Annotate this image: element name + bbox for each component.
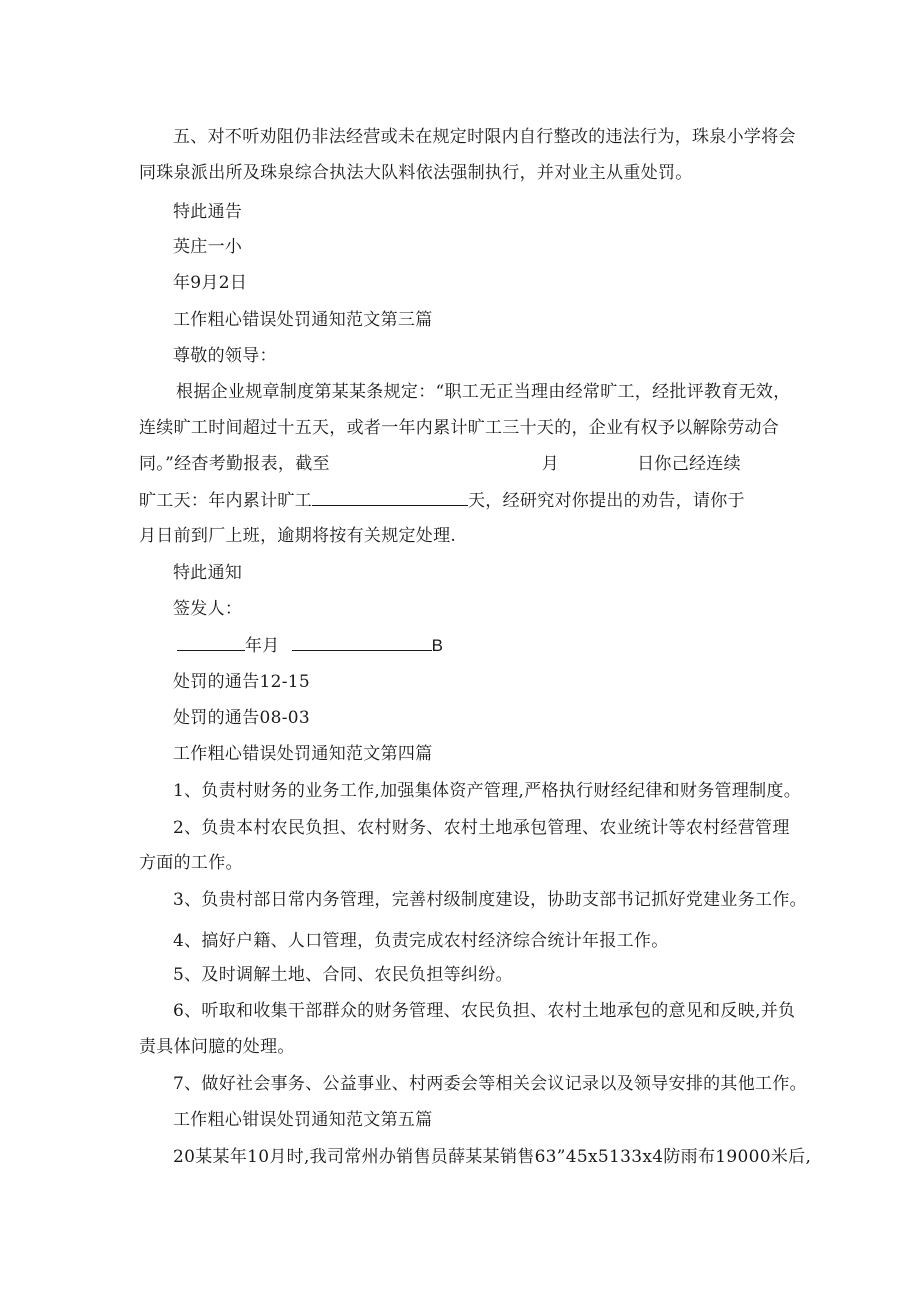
sign-date-label: 年月 <box>245 636 280 656</box>
rule-paragraph-line-4 <box>139 489 745 512</box>
section-heading-3: 工作粗心错误处罚通知范文第三篇 <box>173 310 433 330</box>
section-heading-5: 工作粗心钳误处罚通知范文第五篇 <box>173 1110 433 1130</box>
list-item-1: 1、负责村财务的业务工作,加强集体资产管理,严格执行财经纪律和财务管理制度。 <box>173 781 802 801</box>
rule-paragraph-line-3 <box>139 453 741 475</box>
rule-line-4-start: 旷工天：年内累计旷工 <box>139 491 312 511</box>
signer-label: 签发人： <box>173 599 243 619</box>
sign-date-end: B <box>431 636 444 655</box>
list-item-2-line-2: 方面的工作。 <box>139 853 243 873</box>
notice-closing-2: 特此通知 <box>173 563 243 583</box>
paragraph-5-line-1: 五、对不听劝阻仍非法经营或未在规定时限内自行整改的违法行为，珠泉小学将会 <box>173 127 796 147</box>
rule-line-3-end: 日你己经连续 <box>637 454 741 474</box>
fill-in-blank <box>292 634 432 651</box>
section-heading-4: 工作粗心错误处罚通知范文第四篇 <box>173 744 433 764</box>
paragraph-last: 20某某年10月时,我司常州办销售员薛某某销售63”45x5133x4防雨布19000米后, <box>173 1147 812 1167</box>
related-link-1[interactable]: 处罚的通告12-15 <box>173 672 311 692</box>
fill-in-blank <box>312 489 468 506</box>
signature-date-line <box>177 634 443 657</box>
list-item-4: 4、搞好户籍、人口管理，负责完成农村经济综合统计年报工作。 <box>173 931 669 951</box>
list-item-6-line-2: 责具体问臆的处理。 <box>139 1037 295 1057</box>
list-item-6-line-1: 6、听取和收集干部群众的财务管理、农民负担、农村土地承包的意见和反映,并负 <box>173 1001 796 1021</box>
rule-paragraph-line-1: 根据企业规章制度第某某条规定：“职工无正当理由经常旷工，经批评教育无效， <box>176 382 791 402</box>
rule-line-4-end: 天，经研究对你提出的劝告，请你于 <box>468 491 745 511</box>
rule-line-3-month: 月 <box>541 454 560 474</box>
greeting: 尊敬的领导： <box>173 346 277 366</box>
notice-closing: 特此通告 <box>173 202 243 222</box>
list-item-5: 5、及时调解土地、合同、农民负担等纠纷。 <box>173 965 513 985</box>
notice-date: 年9月2日 <box>173 273 248 293</box>
rule-line-3-start: 同。”经杳考勤报表，截至 <box>139 454 330 474</box>
list-item-7: 7、做好社会事务、公益事业、村两委会等相关会议记录以及领导安排的其他工作。 <box>173 1074 807 1094</box>
related-link-2[interactable]: 处罚的通告08-03 <box>173 708 311 728</box>
rule-paragraph-line-2: 连续旷工时间超过十五天，或者一年内累计旷工三十天的，企业有权予以解除劳动合 <box>139 418 780 438</box>
school-signature: 英庄一小 <box>173 237 243 257</box>
list-item-3: 3、负贵村部日常内务管理，完善村级制度建设，协助支部书记抓好党建业务工作。 <box>173 890 807 910</box>
list-item-2-line-1: 2、负贵本村农民负担、农村财务、农村土地承包管理、农业统计等农村经营管理 <box>173 818 790 838</box>
paragraph-5-line-2: 同珠泉派出所及珠泉综合执法大队料依法强制执行，并对业主从重处罚。 <box>139 163 693 183</box>
rule-paragraph-line-5: 月日前到厂上班，逾期将按有关规定处理. <box>139 526 457 546</box>
fill-in-blank <box>177 634 245 651</box>
